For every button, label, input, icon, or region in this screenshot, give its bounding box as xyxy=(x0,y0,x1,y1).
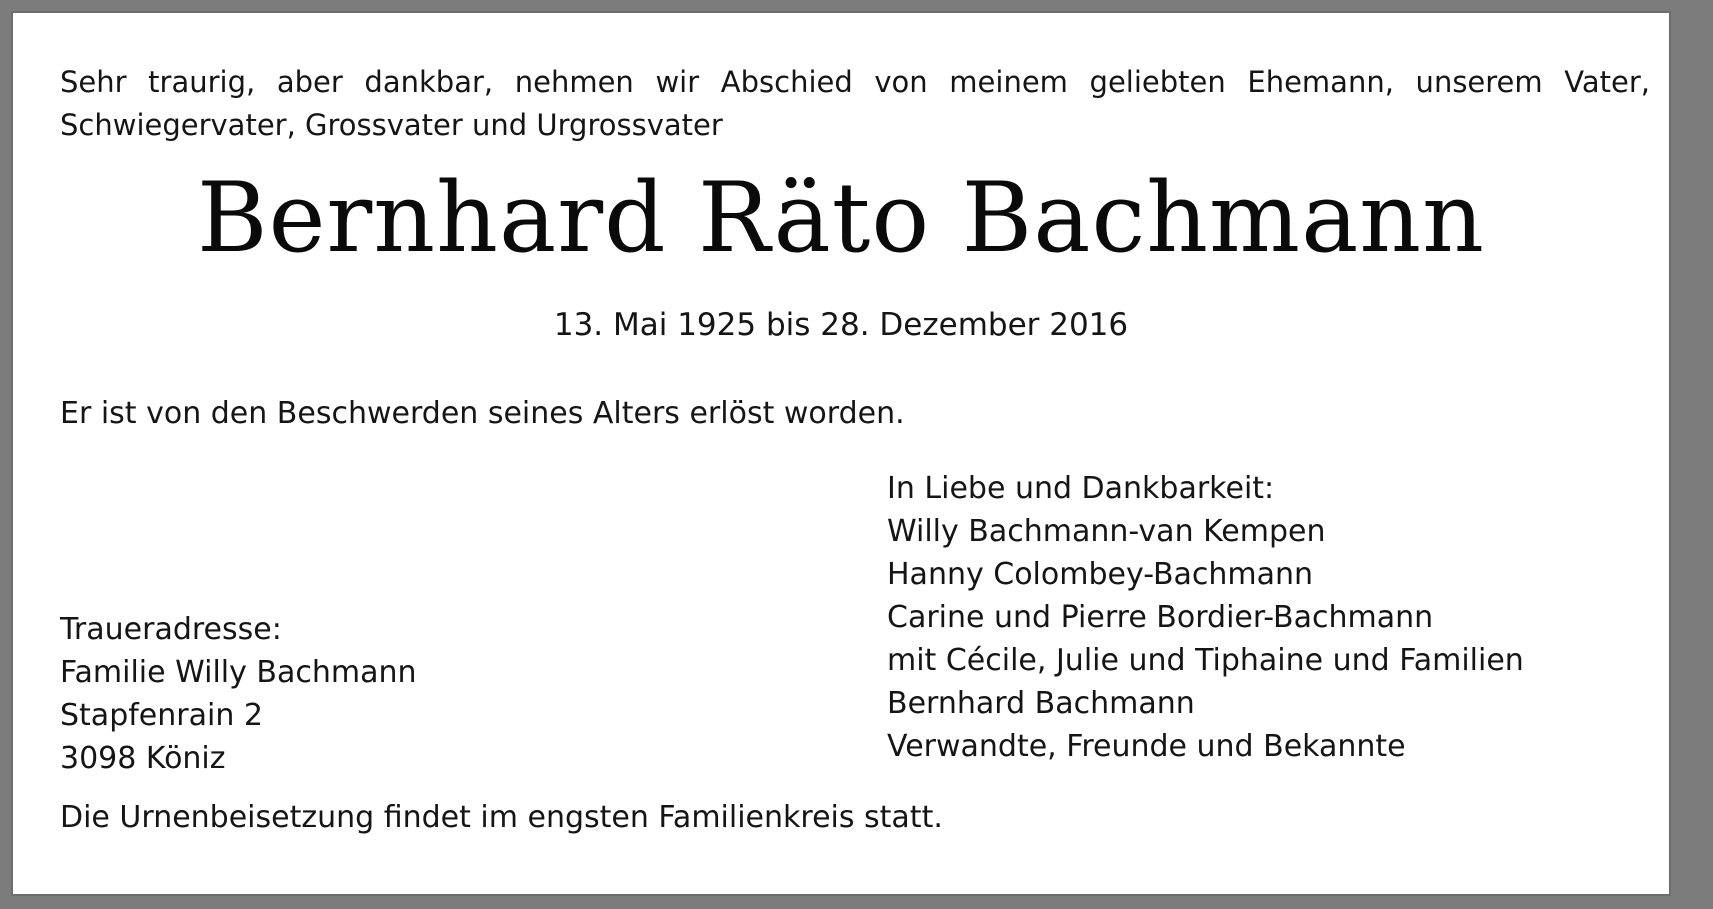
intro-text: Sehr traurig, aber dankbar, nehmen wir Abschied von meinem geliebten Ehemann, unserem Vater, Schwiegervater, Grossvater und Urgrossvater xyxy=(60,65,1650,142)
obituary-notice xyxy=(13,13,1669,894)
mourner-line: Willy Bachmann-van Kempen xyxy=(887,514,1326,549)
mourning-address-line: 3098 Köniz xyxy=(60,741,226,776)
mourner-line: Verwandte, Freunde und Bekannte xyxy=(887,729,1406,764)
released-text: Er ist von den Beschwerden seines Alters erlöst worden. xyxy=(60,396,905,431)
mourner-line: Carine und Pierre Bordier-Bachmann xyxy=(887,600,1434,635)
mourning-address-line: Familie Willy Bachmann xyxy=(60,655,417,690)
mourning-address-label: Traueradresse: xyxy=(60,612,282,647)
life-dates: 13. Mai 1925 bis 28. Dezember 2016 xyxy=(553,307,1129,343)
mourner-line: mit Cécile, Julie und Tiphaine und Familien xyxy=(887,643,1524,678)
mourning-address-line: Stapfenrain 2 xyxy=(60,698,263,733)
mourners-list xyxy=(887,467,1524,768)
deceased-name: Bernhard Räto Bachmann xyxy=(197,162,1485,274)
mourning-address xyxy=(60,608,417,780)
mourner-line: Bernhard Bachmann xyxy=(887,686,1195,721)
mourner-line: Hanny Colombey-Bachmann xyxy=(887,557,1314,592)
mourners-heading: In Liebe und Dankbarkeit: xyxy=(887,471,1275,506)
closing-text: Die Urnenbeisetzung findet im engsten Familienkreis statt. xyxy=(60,800,943,835)
